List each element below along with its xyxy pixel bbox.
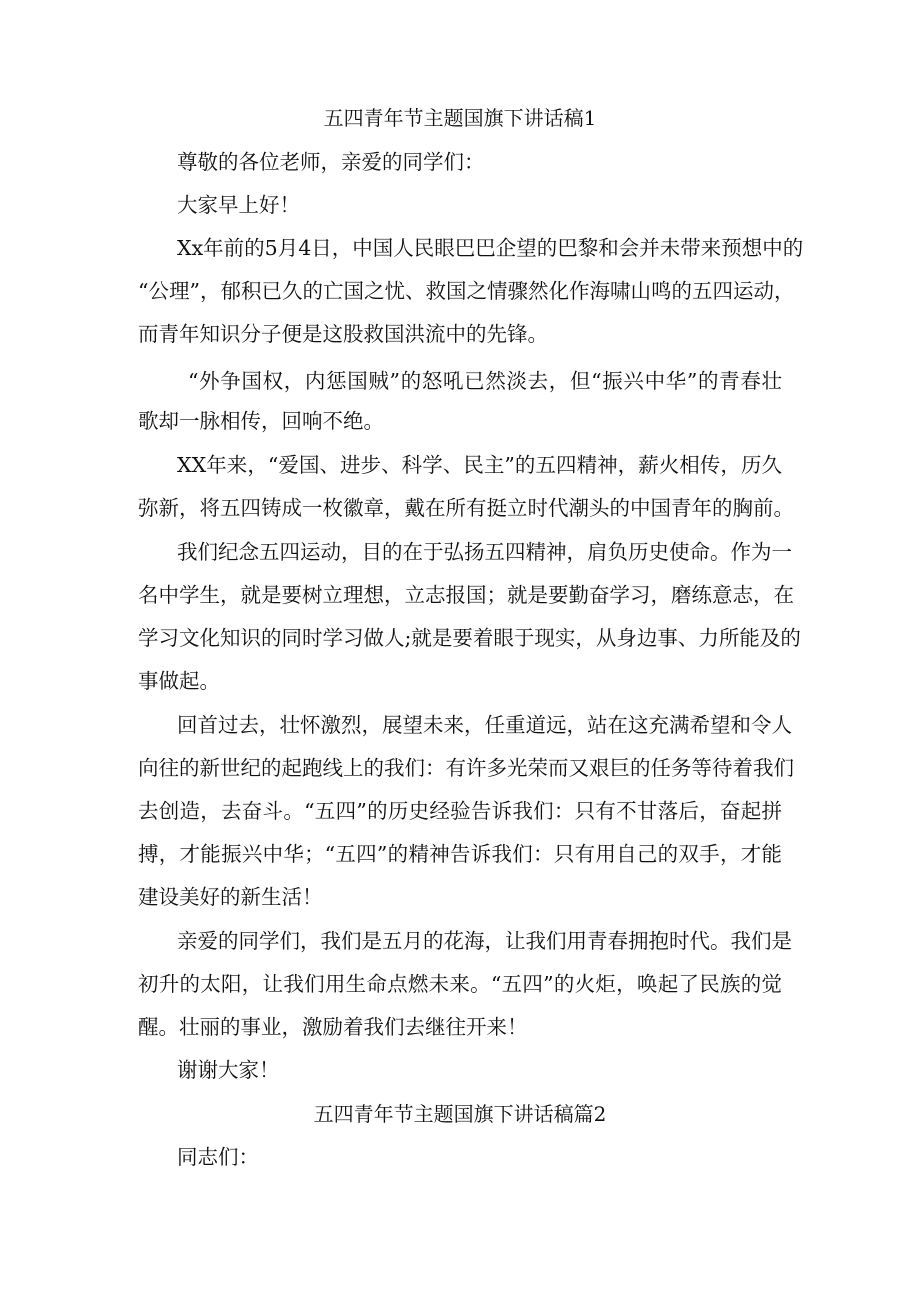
paragraph-6-line-2: 初升的太阳，让我们用生命点燃未来。“五四”的火炬，唤起了民族的觉 [138,972,782,996]
paragraph-5-line-1: 回首过去，壮怀激烈，展望未来，任重道远，站在这充满希望和令人 [177,713,792,737]
paragraph-6-line-3: 醒。壮丽的事业，激励着我们去继往开来！ [138,1015,528,1039]
paragraph-1-line-3: 而青年知识分子便是这股救国洪流中的先锋。 [138,322,548,346]
paragraph-4-line-3: 学习文化知识的同时学习做人;就是要着眼于现实，从身边事、力所能及的 [138,626,801,650]
paragraph-2-line-2: 歌却一脉相传，回响不绝。 [138,409,384,433]
salutation-2: 同志们： [177,1145,259,1169]
paragraph-1-line-2: “公理”，郁积已久的亡国之忧、救国之情骤然化作海啸山鸣的五四运动， [138,279,795,303]
paragraph-3-line-2: 弥新，将五四铸成一枚徽章，戴在所有挺立时代潮头的中国青年的胸前。 [138,496,794,520]
paragraph-5-line-2: 向往的新世纪的起跑线上的我们：有许多光荣而又艰巨的任务等待着我们 [138,756,794,780]
greeting: 大家早上好！ [177,193,300,217]
paragraph-6-line-1: 亲爱的同学们，我们是五月的花海，让我们用青春拥抱时代。我们是 [177,929,792,953]
paragraph-4-line-4: 事做起。 [138,669,220,693]
closing-thanks: 谢谢大家！ [177,1058,280,1082]
speech-title-1: 五四青年节主题国旗下讲话稿1 [323,106,597,130]
paragraph-4-line-2: 名中学生，就是要树立理想，立志报国；就是要勤奋学习，磨练意志，在 [138,583,794,607]
paragraph-5-line-3: 去创造，去奋斗。“五四”的历史经验告诉我们：只有不甘落后，奋起拼 [138,799,782,823]
speech-title-2: 五四青年节主题国旗下讲话稿篇2 [313,1102,607,1126]
paragraph-2-line-1: “外争国权，内惩国贼”的怒吼已然淡去，但“振兴中华”的青春壮 [188,369,782,393]
paragraph-1-line-1: Xx年前的5月4日，中国人民眼巴巴企望的巴黎和会并未带来预想中的 [177,236,804,260]
paragraph-5-line-5: 建设美好的新生活！ [138,885,323,909]
salutation-1: 尊敬的各位老师，亲爱的同学们： [177,150,485,174]
paragraph-3-line-1: XX年来，“爱国、进步、科学、民主”的五四精神，薪火相传，历久 [177,453,782,477]
paragraph-4-line-1: 我们纪念五四运动，目的在于弘扬五四精神，肩负历史使命。作为一 [177,540,792,564]
paragraph-5-line-4: 搏，才能振兴中华；“五四”的精神告诉我们：只有用自己的双手，才能 [138,842,782,866]
